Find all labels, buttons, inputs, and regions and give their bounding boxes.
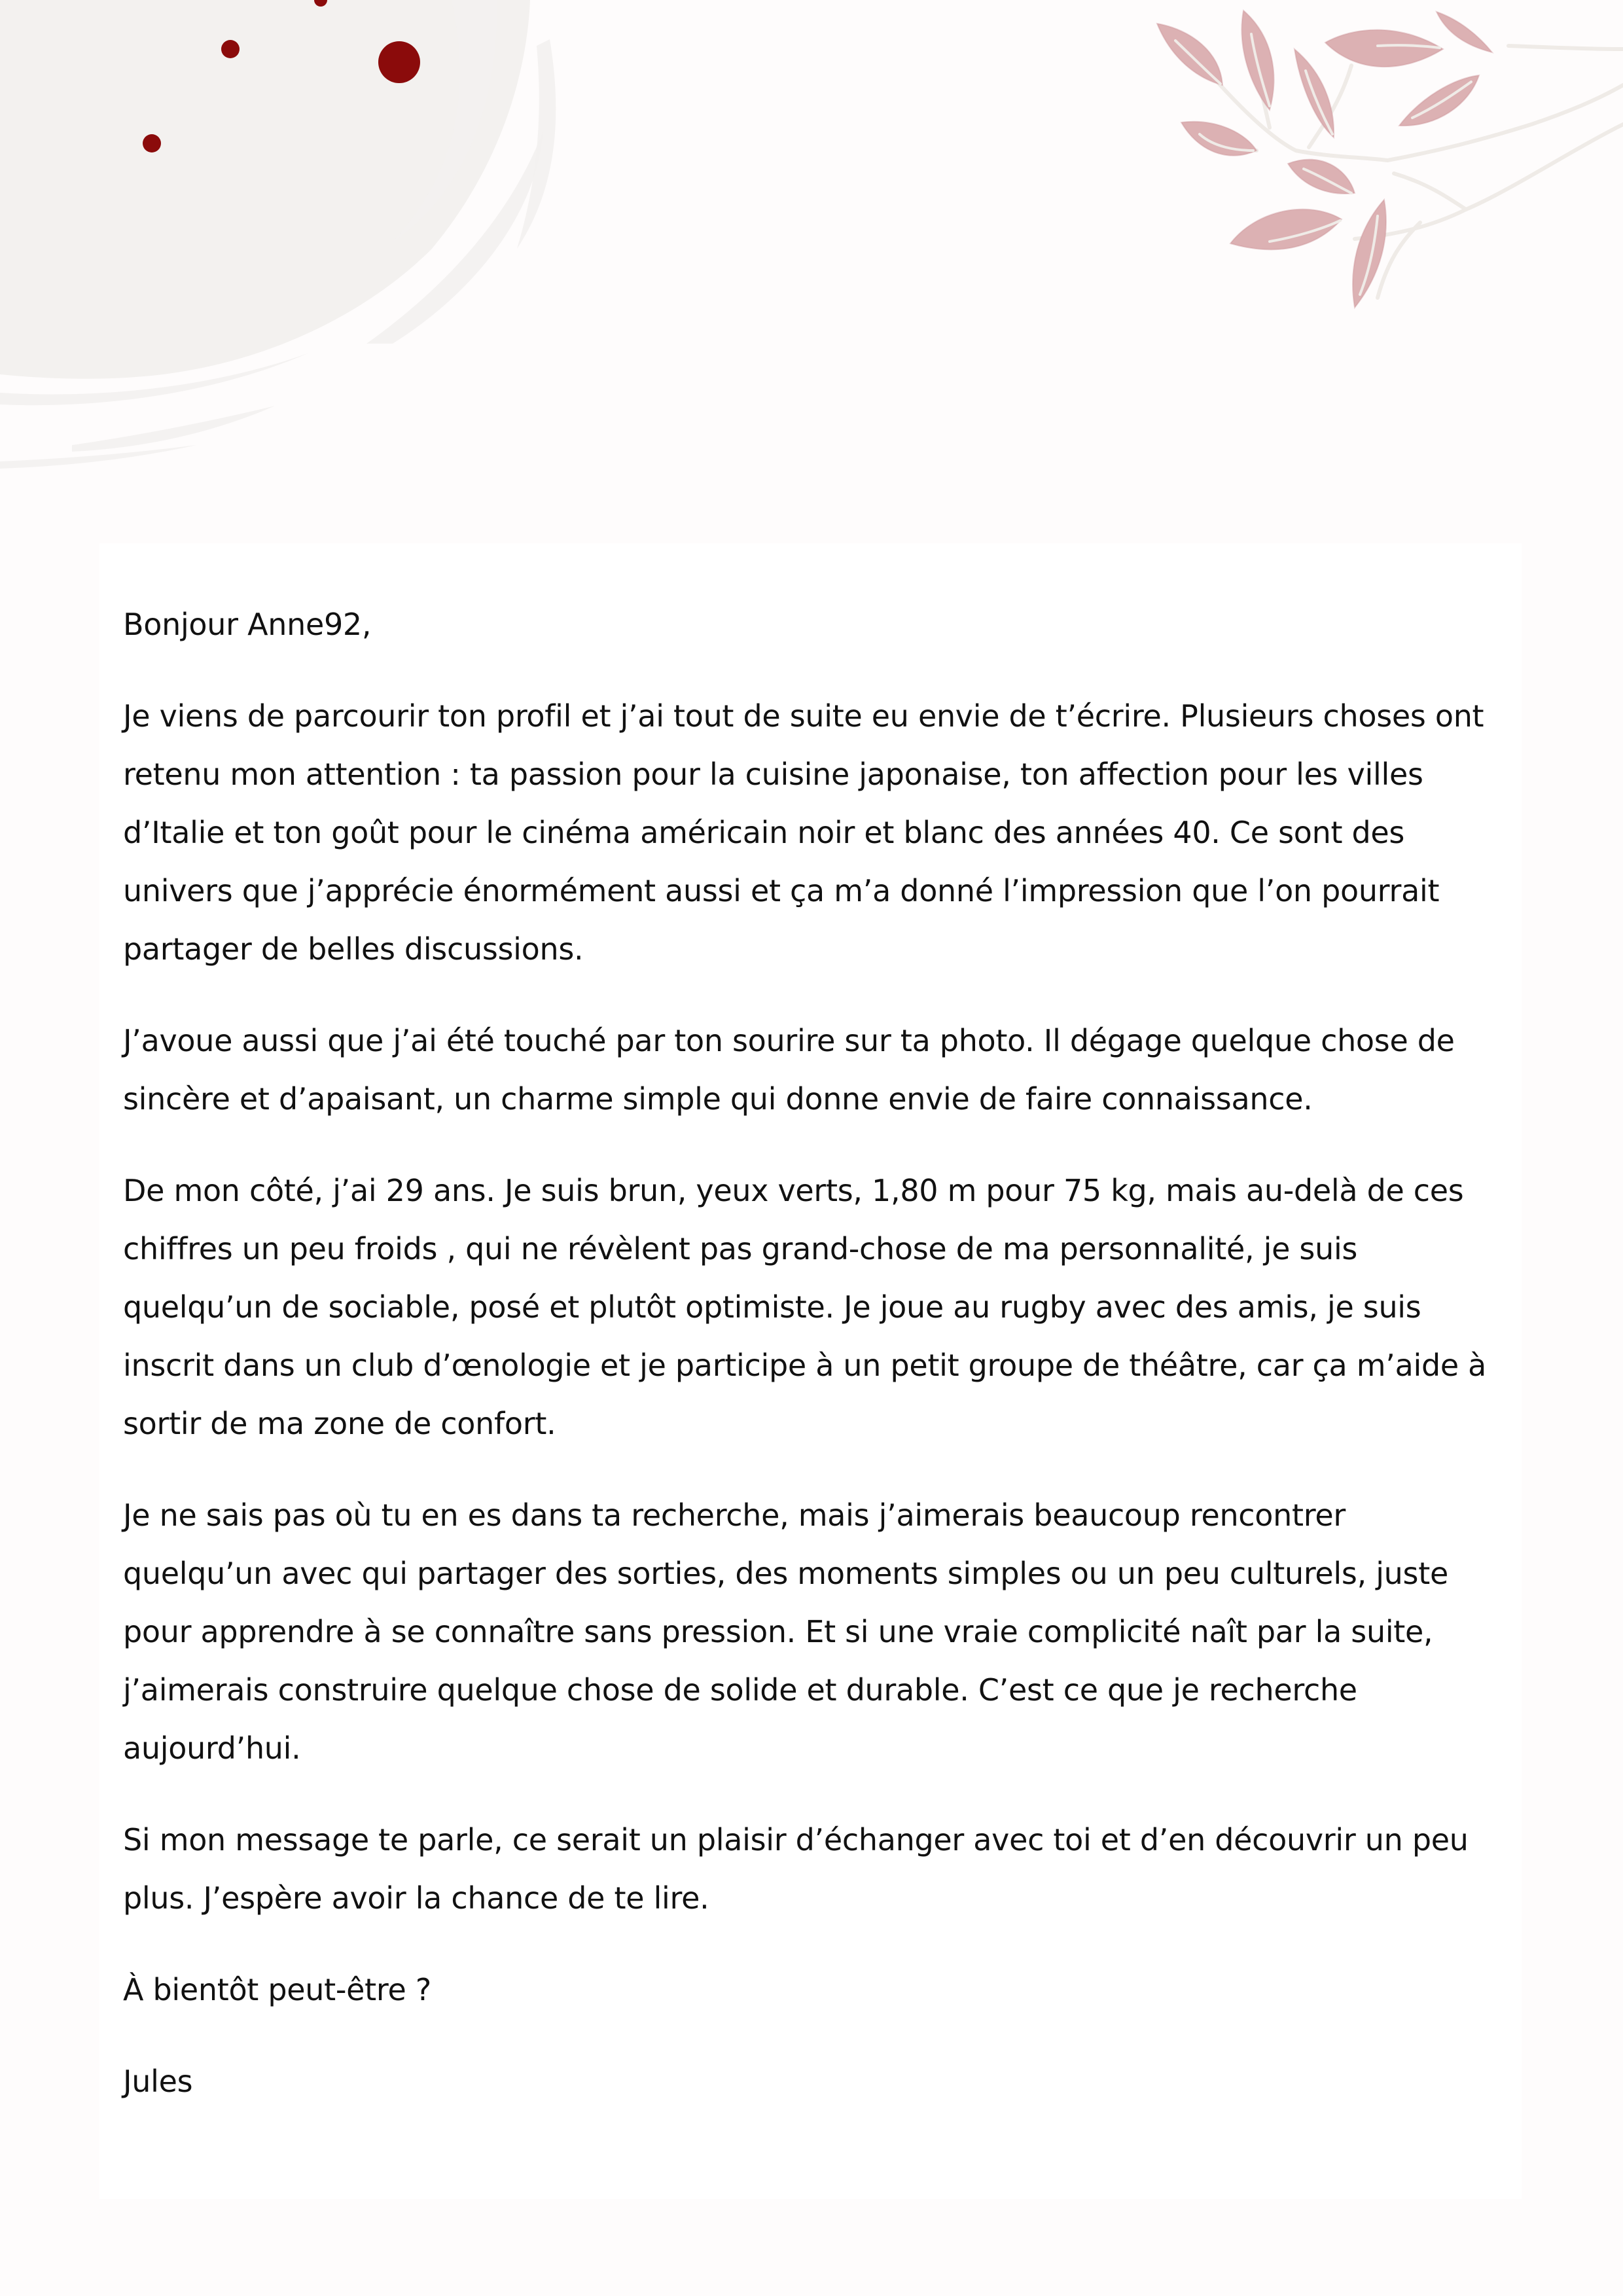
letter-paragraph: Je viens de parcourir ton profil et j’ai tout de suite eu envie de t’écrire. Plusieurs choses ont retenu mon attention : ta passion pour la cuisine japonaise, ton affection pour les villes d’Italie et ton goût pour le cinéma américain noir et blanc des années 40. Ce sont des univers que j’apprécie énormément aussi et ça m’a donné l’impression que l’on pourrait partager de belles discussions. xyxy=(123,698,1484,967)
letter-body xyxy=(123,596,1504,2144)
brush-stroke-shape xyxy=(0,0,556,469)
leaves xyxy=(1157,10,1492,308)
letter-greeting: Bonjour Anne92, xyxy=(123,607,372,642)
letter-paragraph: De mon côté, j’ai 29 ans. Je suis brun, yeux verts, 1,80 m pour 75 kg, mais au-delà de ces chiffres un peu froids , qui ne révèlent pas grand-chose de ma personnalité, je suis quelqu’un de sociable, posé et plutôt optimiste. Je joue au rugby avec des amis, je suis inscrit dans un club d’œnologie et je participe à un petit groupe de théâtre, car ça m’aide à sortir de ma zone de confort. xyxy=(123,1173,1487,1441)
letter-paragraph: J’avoue aussi que j’ai été touché par ton sourire sur ta photo. Il dégage quelque chose de sincère et d’apaisant, un charme simple qui donne envie de faire connaissance. xyxy=(123,1023,1455,1117)
brush-circle-decoration xyxy=(0,0,589,497)
leaf-branch-decoration xyxy=(1113,0,1623,327)
letter-paragraph: Si mon message te parle, ce serait un plaisir d’échanger avec toi et d’en découvrir un peu plus. J’espère avoir la chance de te lire. xyxy=(123,1822,1469,1916)
letter-panel xyxy=(99,543,1522,2199)
letter-paragraph: Je ne sais pas où tu en es dans ta recherche, mais j’aimerais beaucoup rencontrer quelqu’un avec qui partager des sorties, des moments simples ou un peu culturels, juste pour apprendre à se connaître sans pression. Et si une vraie complicité naît par la suite, j’aimerais construire quelque chose de solide et durable. C’est ce que je recherche aujourd’hui. xyxy=(123,1498,1448,1766)
red-dot xyxy=(378,41,420,83)
letter-signature: Jules xyxy=(123,2064,193,2099)
red-dot xyxy=(221,40,240,58)
letter-closing: À bientôt peut-être ? xyxy=(123,1972,431,2007)
red-dot xyxy=(143,134,161,152)
